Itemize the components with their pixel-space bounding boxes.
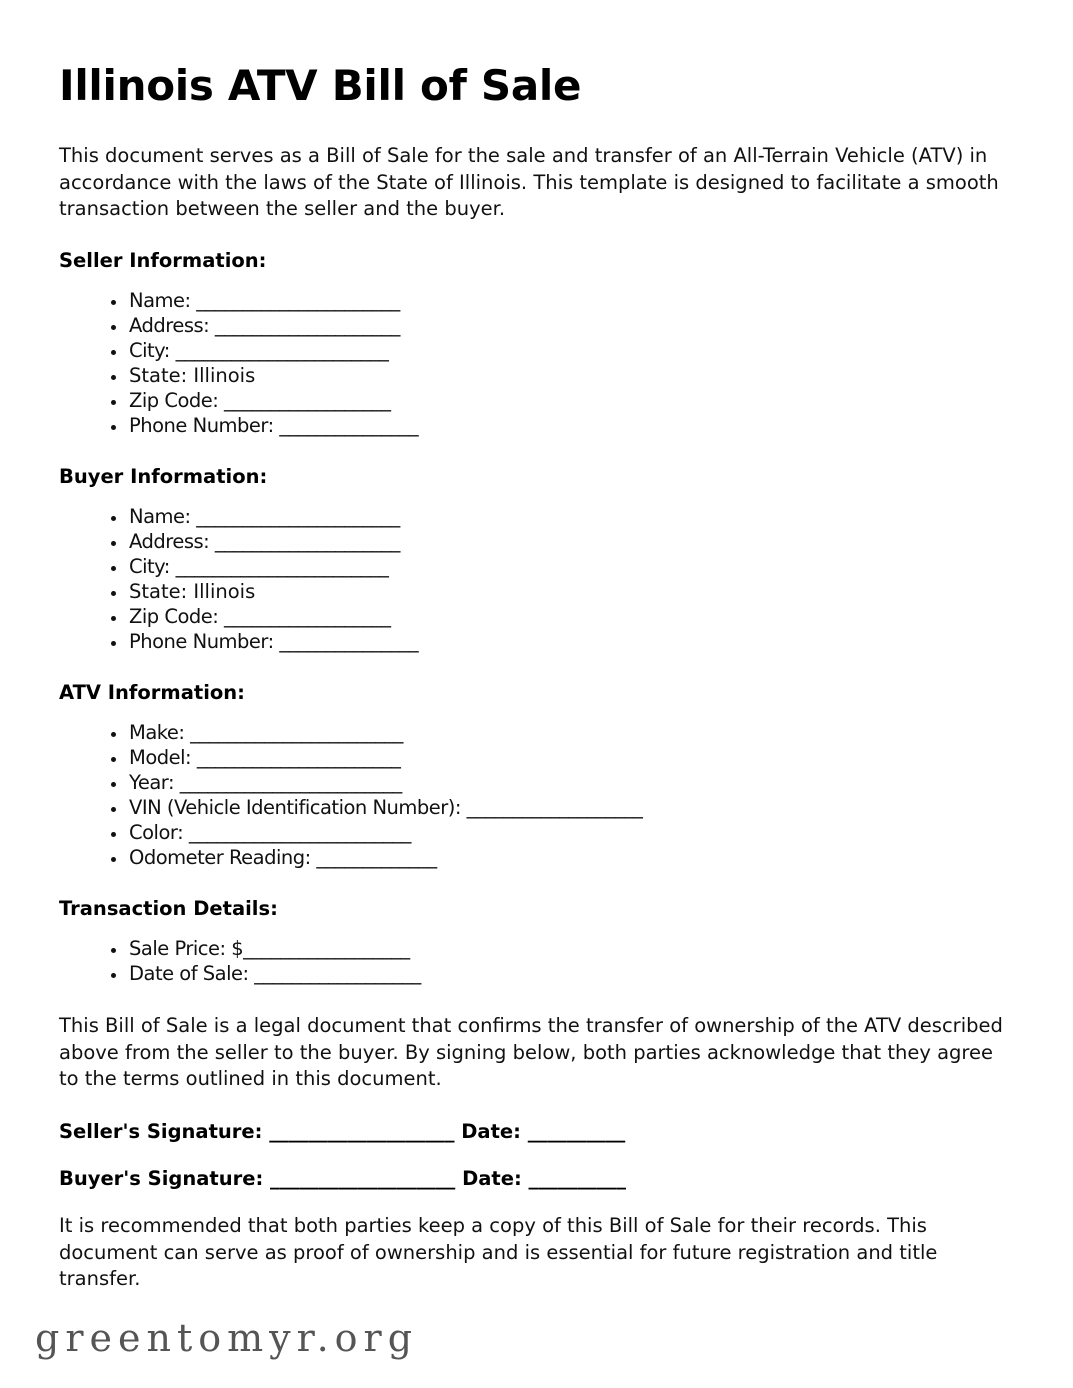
list-item [111, 721, 1033, 746]
seller-information-heading: Seller Information: [59, 248, 267, 272]
buyer-information-list [59, 505, 1033, 655]
list-item [111, 414, 1033, 439]
list-item [111, 389, 1033, 414]
list-item [111, 605, 1033, 630]
list-item [111, 364, 1033, 389]
atv-information-list [59, 721, 1033, 871]
intro-paragraph: This document serves as a Bill of Sale for the sale and transfer of an All-Terrain Vehicle (ATV) in accordance with the laws of the State of Illinois. This template is designed to facilitate a smooth transaction between the seller and the buyer. [59, 144, 999, 221]
field-sale-price[interactable]: Sale Price: $__________________ [129, 937, 410, 961]
list-item [111, 339, 1033, 364]
atv-information-heading: ATV Information: [59, 680, 245, 704]
seller-signature-line[interactable]: Seller's Signature: ___________________ Date: __________ [59, 1119, 626, 1143]
field-seller-address[interactable]: Address: ____________________ [129, 313, 400, 337]
field-atv-year[interactable]: Year: ________________________ [129, 771, 402, 795]
buyer-signature-line[interactable]: Buyer's Signature: ___________________ Date: __________ [59, 1167, 627, 1191]
field-seller-name[interactable]: Name: ______________________ [129, 288, 400, 312]
field-buyer-phone[interactable]: Phone Number: _______________ [129, 629, 419, 653]
site-watermark: greentomyr.org [35, 1316, 419, 1360]
field-seller-state: State: Illinois [129, 363, 256, 387]
legal-paragraph: This Bill of Sale is a legal document that confirms the transfer of ownership of the ATV described above from the seller to the buyer. By signing below, both parties acknowledge that they agree to the terms outlined in this document. [59, 1014, 1003, 1091]
field-atv-color[interactable]: Color: ________________________ [129, 820, 411, 844]
list-item [111, 962, 1033, 987]
list-item [111, 771, 1033, 796]
field-buyer-zip[interactable]: Zip Code: __________________ [129, 604, 391, 628]
list-item [111, 314, 1033, 339]
seller-information-list [59, 289, 1033, 439]
list-item [111, 937, 1033, 962]
list-item [111, 846, 1033, 871]
field-buyer-address[interactable]: Address: ____________________ [129, 530, 400, 553]
list-item [111, 580, 1033, 605]
field-seller-city[interactable]: City: _______________________ [129, 338, 389, 362]
list-item [111, 746, 1033, 771]
field-seller-phone[interactable]: Phone Number: _______________ [129, 413, 419, 437]
transaction-details-list [59, 937, 1033, 987]
buyer-information-heading: Buyer Information: [59, 464, 268, 488]
transaction-details-heading: Transaction Details: [59, 896, 278, 920]
field-buyer-state: State: Illinois [129, 579, 256, 603]
field-seller-zip[interactable]: Zip Code: __________________ [129, 388, 391, 412]
closing-paragraph: It is recommended that both parties keep a copy of this Bill of Sale for their records. This document can serve as proof of ownership and is essential for future registration and title transfer. [59, 1214, 938, 1291]
list-item [111, 630, 1033, 655]
page-title: Illinois ATV Bill of Sale [59, 61, 582, 110]
list-item [111, 505, 1033, 530]
list-item [111, 821, 1033, 846]
list-item [111, 289, 1033, 314]
list-item [111, 555, 1033, 580]
field-atv-odometer[interactable]: Odometer Reading: _____________ [129, 845, 437, 869]
field-date-of-sale[interactable]: Date of Sale: __________________ [129, 962, 421, 986]
list-item [111, 796, 1033, 821]
field-atv-vin[interactable]: VIN (Vehicle Identification Number): ___________________ [129, 796, 643, 819]
field-buyer-name[interactable]: Name: ______________________ [129, 505, 400, 529]
field-buyer-city[interactable]: City: _______________________ [129, 554, 389, 578]
field-atv-model[interactable]: Model: ______________________ [129, 746, 401, 770]
list-item [111, 530, 1033, 555]
field-atv-make[interactable]: Make: _______________________ [129, 721, 403, 745]
